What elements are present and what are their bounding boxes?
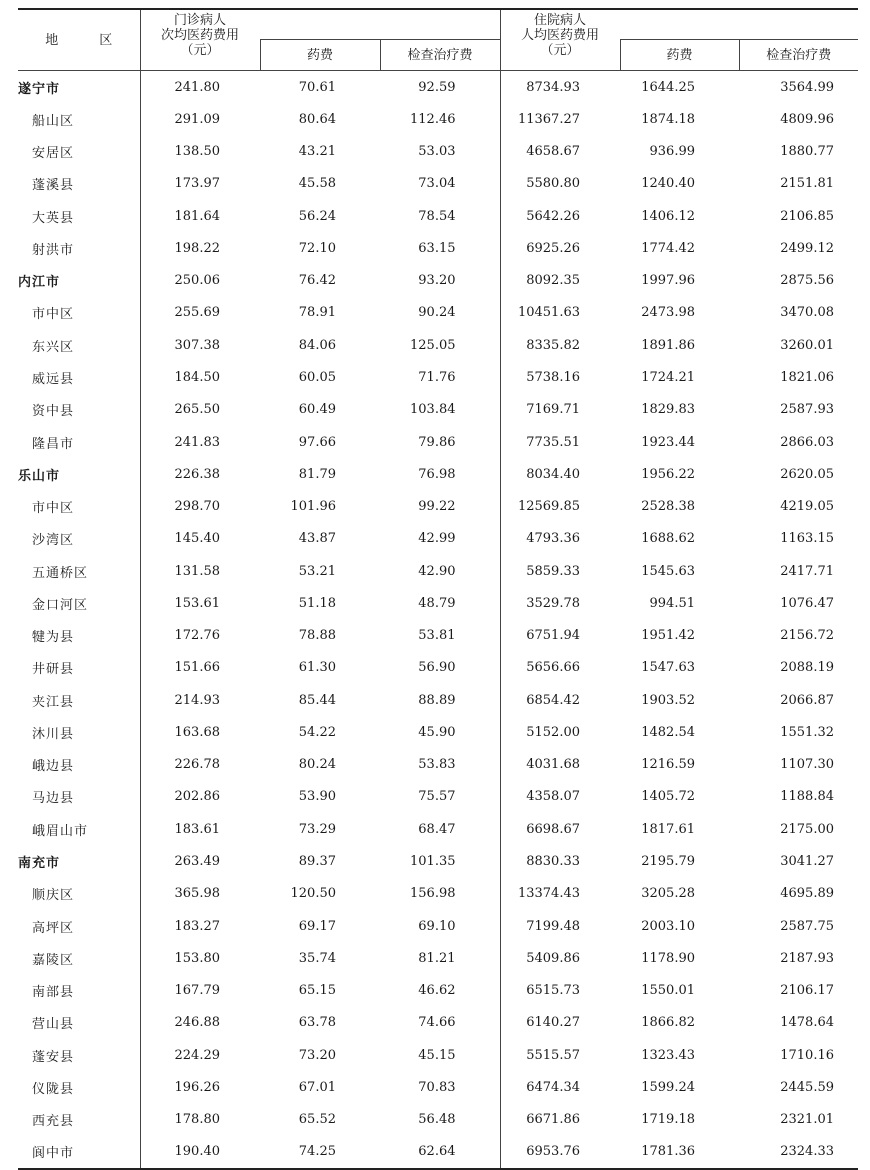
outpatient-drug-cell: 81.79	[298, 466, 336, 482]
inpatient-drug-cell: 1545.63	[641, 563, 695, 579]
region-cell: 东兴区	[18, 329, 140, 361]
outpatient-cost-cell: 246.88	[174, 1015, 220, 1031]
region-cell: 五通桥区	[18, 555, 140, 587]
outpatient-cost-cell: 241.83	[174, 434, 220, 450]
region-cell: 阆中市	[18, 1136, 140, 1169]
inpatient-cost-cell: 7199.48	[526, 918, 580, 934]
outpatient-cost-cell: 265.50	[174, 402, 220, 418]
inpatient-exam-cell: 2066.87	[780, 692, 834, 708]
inpatient-drug-cell: 1405.72	[641, 789, 695, 805]
inpatient-exam-cell: 1880.77	[780, 144, 834, 160]
outpatient-exam-cell: 56.90	[380, 652, 500, 684]
inpatient-exam-cell: 4219.05	[780, 499, 834, 515]
inpatient-cost-cell: 6751.94	[526, 628, 580, 644]
outpatient-drug-cell: 43.21	[298, 144, 336, 160]
inpatient-drug-cell: 1903.52	[641, 692, 695, 708]
inpatient-cost-cell: 10451.63	[517, 305, 580, 321]
inpatient-cost-cell: 5738.16	[526, 370, 580, 386]
district-row	[18, 297, 858, 329]
outpatient-exam-cell: 48.79	[380, 587, 500, 619]
region-cell: 沐川县	[18, 716, 140, 748]
inpatient-cost-cell: 6140.27	[526, 1015, 580, 1031]
region-cell: 南充市	[18, 845, 140, 877]
inpatient-drug-cell: 1781.36	[620, 1136, 739, 1169]
district-row	[18, 749, 858, 781]
outpatient-exam-cell: 68.47	[380, 813, 500, 845]
outpatient-drug-cell: 72.10	[298, 240, 336, 256]
outpatient-exam-cell: 112.46	[380, 103, 500, 135]
inpatient-exam-header: 检查治疗费	[739, 40, 858, 71]
outpatient-cost-cell: 183.61	[174, 821, 220, 837]
inpatient-drug-cell: 1644.25	[641, 79, 695, 95]
inpatient-drug-cell: 2473.98	[641, 305, 695, 321]
region-column-header: 地 区	[18, 9, 140, 71]
inpatient-drug-cell: 1406.12	[641, 208, 695, 224]
district-row	[18, 716, 858, 748]
inpatient-drug-cell: 1178.90	[641, 950, 695, 966]
outpatient-drug-cell: 61.30	[298, 660, 336, 676]
district-row	[18, 652, 858, 684]
outpatient-drug-cell: 53.21	[298, 563, 336, 579]
region-cell: 马边县	[18, 781, 140, 813]
inpatient-header-line-3: （元）	[540, 43, 580, 58]
outpatient-exam-cell: 79.86	[380, 426, 500, 458]
inpatient-exam-cell: 2106.17	[780, 983, 834, 999]
outpatient-exam-cell: 81.21	[380, 942, 500, 974]
outpatient-cost-cell: 173.97	[174, 176, 220, 192]
city-row	[18, 71, 858, 104]
outpatient-drug-cell: 120.50	[290, 886, 336, 902]
inpatient-drug-cell: 1323.43	[641, 1047, 695, 1063]
inpatient-exam-cell: 4809.96	[780, 111, 834, 127]
outpatient-exam-cell: 88.89	[380, 684, 500, 716]
district-row	[18, 200, 858, 232]
district-row	[18, 942, 858, 974]
inpatient-subgroup-spacer	[620, 9, 858, 40]
inpatient-exam-cell: 2417.71	[780, 563, 834, 579]
outpatient-cost-cell: 183.27	[174, 918, 220, 934]
outpatient-drug-cell: 51.18	[298, 595, 336, 611]
region-cell: 峨边县	[18, 749, 140, 781]
inpatient-cost-cell: 6515.73	[526, 983, 580, 999]
outpatient-drug-cell: 54.22	[298, 724, 336, 740]
inpatient-cost-cell: 8335.82	[526, 337, 580, 353]
outpatient-cost-cell: 226.78	[174, 757, 220, 773]
district-row	[18, 136, 858, 168]
outpatient-cost-cell: 172.76	[174, 628, 220, 644]
inpatient-drug-cell: 1866.82	[641, 1015, 695, 1031]
outpatient-exam-cell: 74.66	[380, 1007, 500, 1039]
outpatient-exam-cell: 71.76	[380, 361, 500, 393]
outpatient-cost-cell: 214.93	[174, 692, 220, 708]
inpatient-cost-cell: 13374.43	[517, 886, 580, 902]
inpatient-exam-cell: 2587.93	[780, 402, 834, 418]
inpatient-exam-cell: 2156.72	[780, 628, 834, 644]
district-row	[18, 1007, 858, 1039]
inpatient-drug-cell: 1599.24	[641, 1079, 695, 1095]
city-row	[18, 265, 858, 297]
inpatient-exam-cell: 2875.56	[780, 273, 834, 289]
district-row	[18, 910, 858, 942]
outpatient-drug-cell: 45.58	[298, 176, 336, 192]
outpatient-exam-header: 检查治疗费	[380, 40, 500, 71]
outpatient-exam-cell: 42.90	[380, 555, 500, 587]
outpatient-header-line-2: 次均医药费用	[160, 28, 239, 43]
outpatient-exam-cell: 78.54	[380, 200, 500, 232]
inpatient-exam-cell: 1188.84	[780, 789, 834, 805]
district-row	[18, 878, 858, 910]
outpatient-drug-cell: 78.88	[298, 628, 336, 644]
outpatient-cost-cell: 184.50	[174, 370, 220, 386]
inpatient-exam-cell: 2620.05	[780, 466, 834, 482]
district-row	[18, 587, 858, 619]
outpatient-cost-cell: 196.26	[174, 1079, 220, 1095]
outpatient-exam-cell: 73.04	[380, 168, 500, 200]
region-cell: 威远县	[18, 361, 140, 393]
inpatient-exam-cell: 2499.12	[780, 240, 834, 256]
outpatient-exam-cell: 125.05	[380, 329, 500, 361]
outpatient-drug-cell: 53.90	[298, 789, 336, 805]
inpatient-exam-cell: 2324.33	[739, 1136, 858, 1169]
outpatient-cost-cell: 307.38	[174, 337, 220, 353]
inpatient-exam-cell: 1076.47	[780, 595, 834, 611]
inpatient-cost-cell: 8734.93	[526, 79, 580, 95]
inpatient-cost-cell: 6671.86	[526, 1112, 580, 1128]
inpatient-cost-cell: 8092.35	[526, 273, 580, 289]
region-cell: 乐山市	[18, 458, 140, 490]
region-cell: 夹江县	[18, 684, 140, 716]
outpatient-exam-cell: 63.15	[380, 232, 500, 264]
region-cell: 大英县	[18, 200, 140, 232]
inpatient-drug-cell: 2195.79	[641, 854, 695, 869]
inpatient-drug-cell: 994.51	[649, 595, 695, 611]
outpatient-cost-cell: 163.68	[174, 724, 220, 740]
inpatient-exam-cell: 2106.85	[780, 208, 834, 224]
inpatient-drug-cell: 1891.86	[641, 337, 695, 353]
region-cell: 蓬溪县	[18, 168, 140, 200]
outpatient-cost-cell: 131.58	[174, 563, 220, 579]
outpatient-exam-cell: 103.84	[380, 394, 500, 426]
outpatient-cost-header	[140, 9, 260, 71]
inpatient-cost-cell: 4793.36	[526, 531, 580, 547]
inpatient-drug-cell: 1724.21	[641, 370, 695, 386]
inpatient-cost-cell: 4358.07	[526, 789, 580, 805]
outpatient-cost-cell: 138.50	[174, 144, 220, 160]
outpatient-drug-cell: 60.49	[298, 402, 336, 418]
inpatient-drug-cell: 1719.18	[641, 1112, 695, 1128]
inpatient-drug-cell: 1817.61	[641, 821, 695, 837]
district-row	[18, 620, 858, 652]
outpatient-drug-cell: 89.37	[298, 854, 336, 869]
district-row	[18, 426, 858, 458]
region-cell: 内江市	[18, 265, 140, 297]
inpatient-cost-cell: 5515.57	[526, 1047, 580, 1063]
region-cell: 高坪区	[18, 910, 140, 942]
outpatient-drug-cell: 43.87	[298, 531, 336, 547]
inpatient-cost-header	[500, 9, 620, 71]
district-row	[18, 394, 858, 426]
region-cell: 峨眉山市	[18, 813, 140, 845]
inpatient-cost-cell: 4658.67	[526, 144, 580, 160]
region-cell: 嘉陵区	[18, 942, 140, 974]
inpatient-exam-cell: 3470.08	[780, 305, 834, 321]
district-row	[18, 1039, 858, 1071]
inpatient-exam-cell: 1107.30	[780, 757, 834, 773]
inpatient-drug-cell: 2528.38	[641, 499, 695, 515]
inpatient-exam-cell: 2187.93	[780, 950, 834, 966]
inpatient-exam-cell: 2151.81	[780, 176, 834, 192]
outpatient-exam-cell: 69.10	[380, 910, 500, 942]
outpatient-exam-cell: 62.64	[380, 1136, 500, 1169]
district-row	[18, 1136, 858, 1169]
outpatient-drug-cell: 35.74	[298, 950, 336, 966]
outpatient-drug-cell: 73.20	[298, 1047, 336, 1063]
region-cell: 顺庆区	[18, 878, 140, 910]
outpatient-exam-cell: 46.62	[380, 974, 500, 1006]
district-row	[18, 781, 858, 813]
inpatient-drug-cell: 936.99	[649, 144, 695, 160]
district-row	[18, 555, 858, 587]
outpatient-drug-cell: 65.15	[298, 983, 336, 999]
outpatient-cost-cell: 190.40	[140, 1136, 260, 1169]
outpatient-drug-cell: 80.64	[298, 111, 336, 127]
inpatient-cost-cell: 11367.27	[517, 111, 580, 127]
inpatient-cost-cell: 6953.76	[500, 1136, 620, 1169]
outpatient-exam-cell: 45.90	[380, 716, 500, 748]
outpatient-exam-cell: 90.24	[380, 297, 500, 329]
outpatient-exam-cell: 99.22	[380, 490, 500, 522]
region-cell: 隆昌市	[18, 426, 140, 458]
outpatient-drug-cell: 97.66	[298, 434, 336, 450]
outpatient-cost-cell: 298.70	[174, 499, 220, 515]
outpatient-cost-cell: 250.06	[174, 273, 220, 289]
inpatient-drug-cell: 3205.28	[641, 886, 695, 902]
outpatient-drug-cell: 56.24	[298, 208, 336, 224]
outpatient-drug-cell: 70.61	[298, 79, 336, 95]
medical-cost-table	[18, 8, 858, 1170]
outpatient-header-line-1: 门诊病人	[173, 13, 226, 28]
outpatient-drug-cell: 84.06	[298, 337, 336, 353]
outpatient-cost-cell: 202.86	[174, 789, 220, 805]
region-cell: 射洪市	[18, 232, 140, 264]
inpatient-cost-cell: 5409.86	[526, 950, 580, 966]
inpatient-exam-cell: 3564.99	[780, 79, 834, 95]
district-row	[18, 361, 858, 393]
outpatient-drug-cell: 69.17	[298, 918, 336, 934]
city-row	[18, 845, 858, 877]
inpatient-cost-cell: 3529.78	[526, 595, 580, 611]
inpatient-cost-cell: 6698.67	[526, 821, 580, 837]
inpatient-drug-cell: 1956.22	[641, 466, 695, 482]
outpatient-cost-cell: 241.80	[174, 79, 220, 95]
inpatient-cost-cell: 5642.26	[526, 208, 580, 224]
region-cell: 遂宁市	[18, 71, 140, 104]
inpatient-drug-cell: 1874.18	[641, 111, 695, 127]
inpatient-drug-cell: 1997.96	[641, 273, 695, 289]
district-row	[18, 684, 858, 716]
district-row	[18, 103, 858, 135]
outpatient-drug-cell: 76.42	[298, 273, 336, 289]
outpatient-cost-cell: 255.69	[174, 305, 220, 321]
district-row	[18, 523, 858, 555]
outpatient-drug-cell: 78.91	[298, 305, 336, 321]
inpatient-drug-cell: 1216.59	[641, 757, 695, 773]
inpatient-drug-header: 药费	[620, 40, 739, 71]
inpatient-cost-cell: 12569.85	[517, 499, 580, 515]
district-row	[18, 1104, 858, 1136]
region-cell: 资中县	[18, 394, 140, 426]
inpatient-drug-cell: 1240.40	[641, 176, 695, 192]
inpatient-exam-cell: 1710.16	[780, 1047, 834, 1063]
inpatient-cost-cell: 4031.68	[526, 757, 580, 773]
inpatient-cost-cell: 8830.33	[526, 854, 580, 869]
inpatient-drug-cell: 1923.44	[641, 434, 695, 450]
inpatient-exam-cell: 3041.27	[780, 854, 834, 869]
region-cell: 金口河区	[18, 587, 140, 619]
region-cell: 市中区	[18, 490, 140, 522]
inpatient-header-line-2: 人均医药费用	[520, 28, 599, 43]
inpatient-cost-cell: 8034.40	[526, 466, 580, 482]
table-header	[18, 9, 858, 71]
inpatient-exam-cell: 2445.59	[780, 1079, 834, 1095]
inpatient-exam-cell: 4695.89	[780, 886, 834, 902]
outpatient-exam-cell: 53.83	[380, 749, 500, 781]
outpatient-cost-cell: 153.61	[174, 595, 220, 611]
outpatient-cost-cell: 365.98	[174, 886, 220, 902]
district-row	[18, 168, 858, 200]
outpatient-exam-cell: 76.98	[380, 458, 500, 490]
inpatient-exam-cell: 2321.01	[780, 1112, 834, 1128]
outpatient-cost-cell: 178.80	[174, 1112, 220, 1128]
outpatient-exam-cell: 53.03	[380, 136, 500, 168]
inpatient-drug-cell: 1829.83	[641, 402, 695, 418]
outpatient-drug-cell: 85.44	[298, 692, 336, 708]
region-cell: 蓬安县	[18, 1039, 140, 1071]
district-row	[18, 974, 858, 1006]
district-row	[18, 232, 858, 264]
outpatient-exam-cell: 92.59	[380, 71, 500, 104]
inpatient-cost-cell: 6474.34	[526, 1079, 580, 1095]
outpatient-exam-cell: 101.35	[380, 845, 500, 877]
inpatient-cost-cell: 5580.80	[526, 176, 580, 192]
inpatient-cost-cell: 6925.26	[526, 240, 580, 256]
inpatient-drug-cell: 1688.62	[641, 531, 695, 547]
inpatient-exam-cell: 1821.06	[780, 370, 834, 386]
inpatient-exam-cell: 2175.00	[780, 821, 834, 837]
outpatient-cost-cell: 145.40	[174, 531, 220, 547]
outpatient-drug-cell: 80.24	[298, 757, 336, 773]
outpatient-header-line-3: （元）	[180, 43, 220, 58]
outpatient-drug-cell: 67.01	[298, 1079, 336, 1095]
district-row	[18, 329, 858, 361]
region-cell: 沙湾区	[18, 523, 140, 555]
outpatient-exam-cell: 45.15	[380, 1039, 500, 1071]
inpatient-cost-cell: 7169.71	[526, 402, 580, 418]
region-cell: 安居区	[18, 136, 140, 168]
outpatient-drug-cell: 101.96	[290, 499, 336, 515]
inpatient-drug-cell: 1550.01	[641, 983, 695, 999]
region-cell: 仪陇县	[18, 1071, 140, 1103]
region-cell: 犍为县	[18, 620, 140, 652]
inpatient-exam-cell: 2866.03	[780, 434, 834, 450]
outpatient-drug-cell: 60.05	[298, 370, 336, 386]
outpatient-cost-cell: 151.66	[174, 660, 220, 676]
district-row	[18, 1071, 858, 1103]
region-cell: 西充县	[18, 1104, 140, 1136]
city-row	[18, 458, 858, 490]
outpatient-subgroup-spacer	[260, 9, 500, 40]
outpatient-drug-cell: 74.25	[260, 1136, 380, 1169]
region-cell: 船山区	[18, 103, 140, 135]
district-row	[18, 490, 858, 522]
outpatient-cost-cell: 198.22	[174, 240, 220, 256]
outpatient-exam-cell: 93.20	[380, 265, 500, 297]
region-cell: 市中区	[18, 297, 140, 329]
outpatient-drug-cell: 73.29	[298, 821, 336, 837]
outpatient-exam-cell: 53.81	[380, 620, 500, 652]
inpatient-exam-cell: 1478.64	[780, 1015, 834, 1031]
inpatient-drug-cell: 2003.10	[641, 918, 695, 934]
inpatient-cost-cell: 5152.00	[526, 724, 580, 740]
outpatient-drug-cell: 63.78	[298, 1015, 336, 1031]
outpatient-cost-cell: 226.38	[174, 466, 220, 482]
outpatient-cost-cell: 224.29	[174, 1047, 220, 1063]
outpatient-cost-cell: 181.64	[174, 208, 220, 224]
inpatient-cost-cell: 6854.42	[526, 692, 580, 708]
region-cell: 营山县	[18, 1007, 140, 1039]
region-cell: 南部县	[18, 974, 140, 1006]
outpatient-exam-cell: 156.98	[380, 878, 500, 910]
inpatient-drug-cell: 1547.63	[641, 660, 695, 676]
outpatient-exam-cell: 42.99	[380, 523, 500, 555]
district-row	[18, 813, 858, 845]
region-cell: 井研县	[18, 652, 140, 684]
inpatient-cost-cell: 5656.66	[526, 660, 580, 676]
inpatient-exam-cell: 2088.19	[780, 660, 834, 676]
inpatient-exam-cell: 2587.75	[780, 918, 834, 934]
outpatient-drug-cell: 65.52	[298, 1112, 336, 1128]
outpatient-exam-cell: 75.57	[380, 781, 500, 813]
outpatient-cost-cell: 153.80	[174, 950, 220, 966]
outpatient-cost-cell: 263.49	[174, 854, 220, 869]
outpatient-exam-cell: 56.48	[380, 1104, 500, 1136]
outpatient-cost-cell: 291.09	[174, 111, 220, 127]
inpatient-cost-cell: 7735.51	[526, 434, 580, 450]
inpatient-drug-cell: 1482.54	[641, 724, 695, 740]
table-body	[18, 71, 858, 1170]
inpatient-header-line-1: 住院病人	[533, 13, 586, 28]
inpatient-exam-cell: 3260.01	[780, 337, 834, 353]
inpatient-exam-cell: 1551.32	[780, 724, 834, 740]
outpatient-cost-cell: 167.79	[174, 983, 220, 999]
inpatient-cost-cell: 5859.33	[526, 563, 580, 579]
outpatient-drug-header: 药费	[260, 40, 380, 71]
inpatient-exam-cell: 1163.15	[780, 531, 834, 547]
outpatient-exam-cell: 70.83	[380, 1071, 500, 1103]
inpatient-drug-cell: 1774.42	[641, 240, 695, 256]
inpatient-drug-cell: 1951.42	[641, 628, 695, 644]
